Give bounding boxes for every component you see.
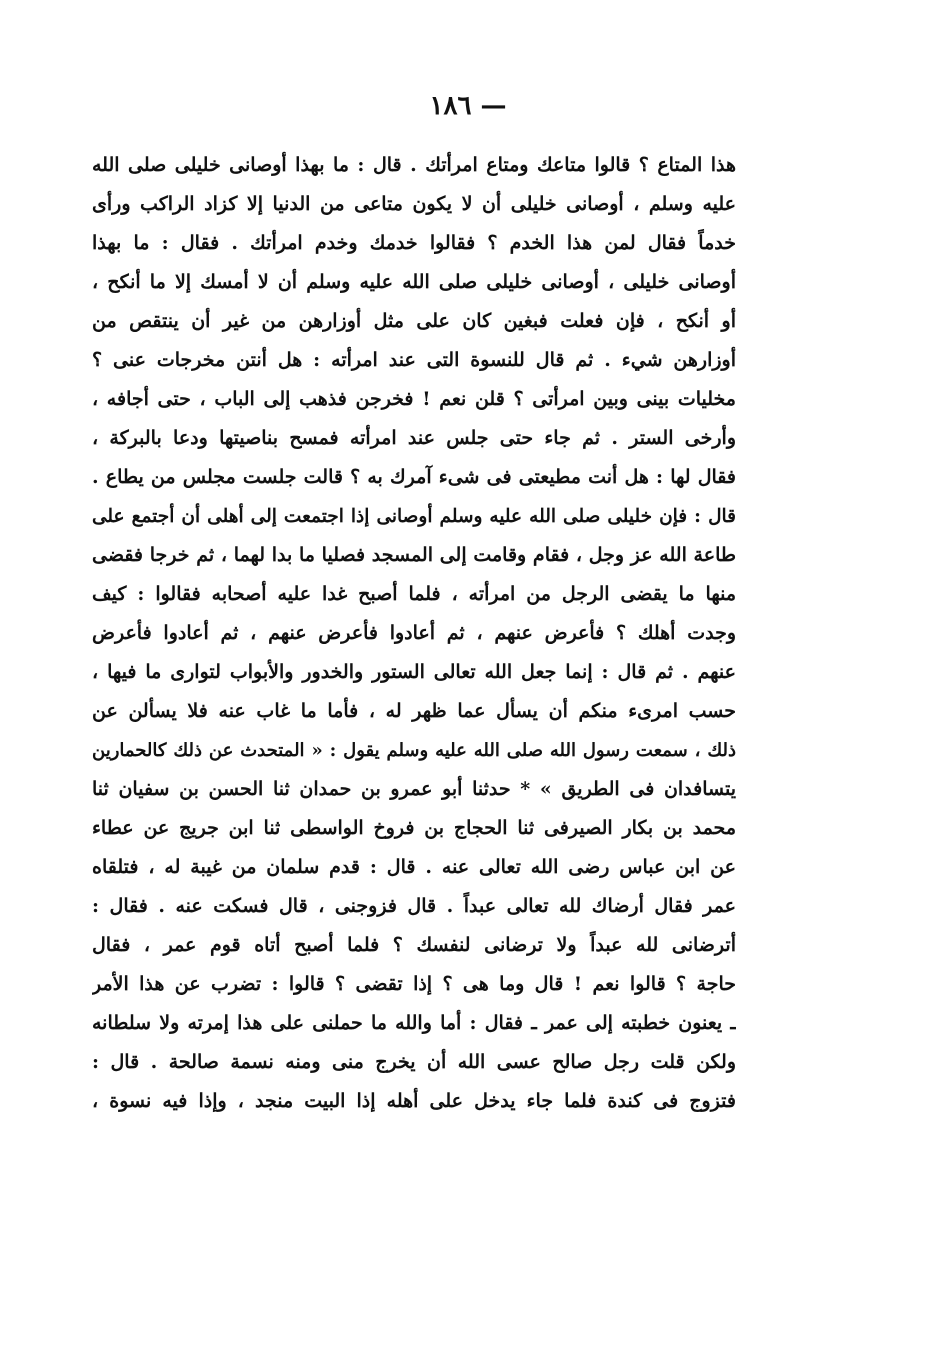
page-body-text [92, 146, 736, 1121]
text-line: قال : فإن خليلى صلى الله عليه وسلم أوصانى إذا اجتمعت إلى أهلى أن أجتمع على [92, 506, 736, 527]
text-line: أترضانى لله عبداً ولا ترضانى لنفسك ؟ فلما أصبح أتاه قوم عمر ، فقال [92, 934, 736, 956]
text-line: طاعة الله عز وجل ، فقام وقامت إلى المسجد فصليا ما بدا لهما ، ثم خرجا فقضى [92, 544, 736, 566]
text-line: وأرخى الستر . ثم جاء حتى جلس عند امرأته فمسح بناصيتها ودعا بالبركة ، [92, 427, 736, 449]
text-line: ذلك ، سمعت رسول الله صلى الله عليه وسلم يقول : « المتحدث عن ذلك كالحمارين [92, 740, 736, 761]
text-line: عليه وسلم ، أوصانى خليلى أن لا يكون متاعى من الدنيا إلا كزاد الراكب ورأى [92, 193, 736, 215]
text-line: وجدت أهلك ؟ فأعرض عنهم ، ثم أعادوا فأعرض عنهم ، ثم أعادوا فأعرض [92, 622, 736, 644]
text-line: مخليات بينى وبين امرأتى ؟ قلن نعم ! فخرجن فذهب إلى الباب ، حتى أجافه ، [92, 388, 736, 410]
text-line: ولكن قلت رجل صالح عسى الله أن يخرج منى ومنه نسمة صالحة . قال : [92, 1051, 736, 1073]
text-line: حاجة ؟ قالوا نعم ! قال وما هى ؟ إذا تقضى ؟ قالوا : تضرب عن هذا الأمر [92, 973, 736, 995]
text-line: عن ابن عباس رضى الله تعالى عنه . قال : قدم سلمان من غيبة له ، فتلقاه [92, 856, 736, 878]
text-line: أو أنكح ، فإن فعلت فبغين كان على مثل أوزارهن من غير أن ينتقص من [92, 310, 736, 332]
text-line: عنهم . ثم قال : إنما جعل الله تعالى الستور والخدور والأبواب لتوارى ما فيها ، [92, 661, 736, 683]
text-line: يتسافدان فى الطريق » * حدثنا أبو عمرو بن حمدان ثنا الحسن بن سفيان ثنا [92, 778, 736, 800]
text-line: فقال لها : هل أنت مطيعتى فى شىء آمرك به ؟ قالت جلست مجلس من يطاع . [92, 466, 736, 488]
text-line: خدماً فقال لمن هذا الخدم ؟ فقالوا خدمك وخدم امرأتك . فقال : ما بهذا [92, 232, 736, 254]
text-line: أوصانى خليلى ، أوصانى خليلى صلى الله عليه وسلم أن لا أمسك إلا ما أنكح ، [92, 271, 736, 293]
text-line: منها ما يقضى الرجل من امرأته ، فلما أصبح غدا عليه أصحابه فقالوا : كيف [92, 583, 736, 605]
text-line: أوزارهن شيء . ثم قال للنسوة التى عند امرأته : هل أنتن مخرجات عنى ؟ [92, 349, 736, 371]
text-line: عمر فقال أرضاك لله تعالى عبداً . قال فزوجنى ، قال فسكت عنه . فقال : [92, 895, 736, 917]
text-line: هذا المتاع ؟ قالوا متاعك ومتاع امرأتك . قال : ما بهذا أوصانى خليلى صلى الله [92, 154, 736, 176]
page-number: — ١٨٦ [429, 91, 507, 121]
text-line: محمد بن بكار الصيرفى ثنا الحجاج بن فروخ الواسطى ثنا ابن جريج عن عطاء [92, 817, 736, 839]
text-line: ـ يعنون خطبته إلى عمر ـ فقال : أما والله ما حملنى على هذا إمرته ولا سلطانه [92, 1012, 736, 1034]
text-line: فتزوج فى كندة فلما جاء يدخل على أهله إذا البيت منجد ، وإذا فيه نسوة ، [92, 1090, 736, 1112]
text-line: حسب امرىء منكم أن يسأل عما ظهر له ، فأما ما غاب عنه فلا يسألن عن [92, 700, 736, 722]
